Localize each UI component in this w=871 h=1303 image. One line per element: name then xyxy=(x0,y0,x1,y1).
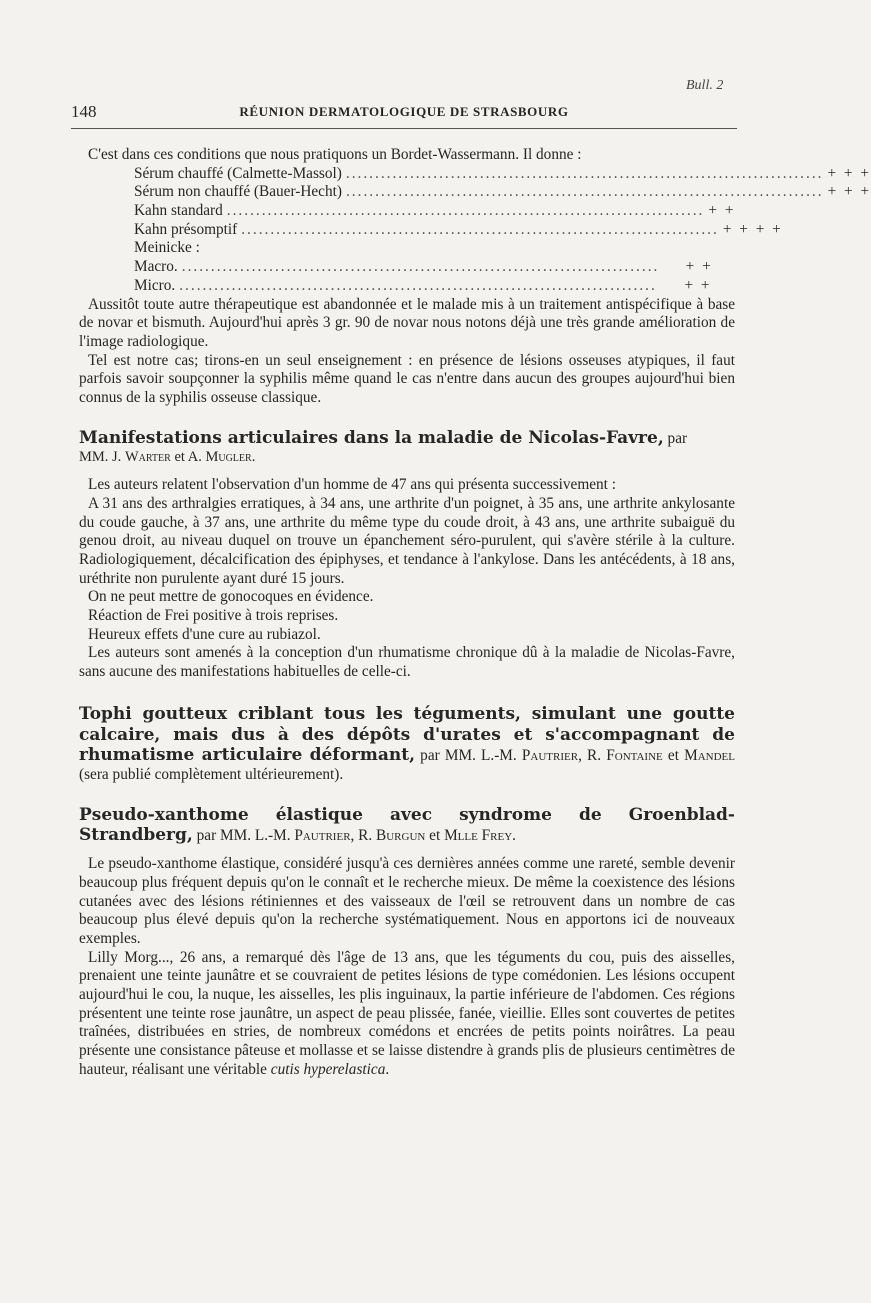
author-name: Mandel xyxy=(684,747,735,765)
running-head: RÉUNION DERMATOLOGIQUE DE STRASBOURG xyxy=(239,104,569,119)
article3-paragraph-text: Lilly Morg..., 26 ans, a remarqué dès l'âge de 13 ans, que les téguments du cou, puis des aisselles, prenaient une teinte jaunâtre et se couvraient de petites lésions de type comédonien. Les lésions occupent aujourd'hui le cou, la nuque, les aisselles, les plis inguinaux, la partie inférieure de l'abdomen. Ces régions présentent une teinte rose jaunâtre, un aspect de peau plissée, fanée, vieillie. Elles sont couvertes de petites traînées, distribuées en stries, de nombreux comédons et encrées de petits points noirâtres. La peau présente une consistance pâteuse et mollasse et se laisse distendre à grands plis de plusieurs centimètres de hauteur, réalisant une véritable xyxy=(79,948,735,1078)
result-value: + + xyxy=(684,276,712,294)
article1-paragraph: Heureux effets d'une cure au rubiazol. xyxy=(88,625,321,643)
result-row xyxy=(134,258,735,277)
article1-paragraph: Les auteurs sont amenés à la conception d'un rhumatisme chronique dû à la maladie de Nicolas-Favre, sans aucune des manifestations habituelles de celle-ci. xyxy=(79,644,735,681)
authors-prefix: MM. J. xyxy=(79,449,125,466)
dot-leader: .................................................................................. xyxy=(241,220,719,238)
paragraph-aussitot: Aussitôt toute autre thérapeutique est abandonnée et le malade mis à un traitement antispécifique à base de novar et bismuth. Aujourd'hui après 3 gr. 90 de novar nous notons déjà une très grande amélioration de l'image radiologique. xyxy=(79,295,735,350)
authors-separator: , R. xyxy=(350,827,377,845)
authors-separator: et xyxy=(425,827,445,845)
authors-prefix: par MM. L.-M. xyxy=(192,827,295,845)
italic-term: cutis hyperelastica xyxy=(270,1060,386,1078)
result-label: Micro. xyxy=(134,276,176,294)
dot-leader: .................................................................................. xyxy=(345,164,824,182)
bulletin-mark: Bull. 2 xyxy=(686,78,724,93)
result-row xyxy=(134,202,735,221)
author-name: Pautrier xyxy=(521,747,579,765)
dot-leader: .................................................................................. xyxy=(179,276,657,294)
intro-paragraph: C'est dans ces conditions que nous pratiquons un Bordet-Wassermann. Il donne : xyxy=(88,146,582,163)
result-label: Macro. xyxy=(134,258,178,276)
authors-end: . xyxy=(512,827,516,845)
page-number: 148 xyxy=(71,102,97,121)
result-row xyxy=(134,183,871,202)
paragraph-tel: Tel est notre cas; tirons-en un seul enseignement : en présence de lésions osseuses atypiques, il faut parfois savoir soupçonner la syphilis même quand le cas n'entre dans aucun des groupes aujourd'hui bien connus de la syphilis osseuse classique. xyxy=(79,351,735,407)
result-label: Kahn présomptif xyxy=(134,220,238,238)
article3-paragraph: Le pseudo-xanthome élastique, considéré jusqu'à ces dernières années comme une rareté, semble devenir beaucoup plus fréquent depuis qu'on le connaît et le recherche mieux. De même la coexistence des lésions cutanées avec des lésions rétiniennes et des vaisseaux de l'œil se retrouvent dans un nombre de cas beaucoup plus élevé depuis qu'on la recherche systématiquement. Nous en apportons ici de nouveaux exemples. xyxy=(79,855,735,947)
author-name: Mlle Frey xyxy=(444,827,513,845)
article-title: Tophi goutteux criblant tous les téguments, simulant une goutte calcaire, mais dus à des dépôts d'urates et s'accompagnant de rhumatisme articulaire déformant, xyxy=(79,703,735,766)
article1-paragraph: On ne peut mettre de gonocoques en évidence. xyxy=(88,588,374,606)
dot-leader: .................................................................................. xyxy=(226,202,705,220)
page-header xyxy=(71,102,737,124)
result-value: + + + xyxy=(827,164,871,182)
authors-separator: et xyxy=(662,747,685,765)
author-name: Fontaine xyxy=(606,747,663,765)
article-title: Pseudo-xanthome élastique avec syndrome de Groenblad-Strandberg, xyxy=(79,804,735,846)
result-value: + + + xyxy=(827,183,871,201)
result-label: Sérum non chauffé (Bauer-Hecht) xyxy=(134,183,342,201)
result-row xyxy=(134,220,783,240)
author-name: Pautrier xyxy=(294,827,351,845)
article-heading-nicolas-favre xyxy=(79,428,735,467)
result-label: Kahn standard xyxy=(134,202,223,220)
article-heading-pseudo-xanthome xyxy=(79,805,735,846)
authors-end: . xyxy=(251,449,256,466)
serology-results xyxy=(134,164,871,296)
article-heading-tophi xyxy=(79,704,735,785)
result-value: + + xyxy=(708,202,736,220)
authors-separator: et A. xyxy=(170,449,206,466)
result-value: + + xyxy=(685,258,713,276)
result-label: Meinicke : xyxy=(134,239,200,257)
authors-end: (sera publié complètement ultérieurement). xyxy=(79,765,344,783)
article1-paragraph: Les auteurs relatent l'observation d'un homme de 47 ans qui présenta successivement : xyxy=(88,476,617,494)
result-row xyxy=(134,239,735,258)
author-name: Warter xyxy=(124,449,171,466)
authors-separator: , R. xyxy=(578,747,607,765)
author-name: Mugler xyxy=(205,449,252,466)
result-label: Sérum chauffé (Calmette-Massol) xyxy=(134,164,342,182)
authors-prefix: par MM. L.-M. xyxy=(415,747,522,765)
result-value: + + + + xyxy=(722,220,783,238)
article1-paragraph: A 31 ans des arthralgies erratiques, à 34 ans, une arthrite d'un poignet, à 35 ans, une arthrite ankylosante du coude gauche, à 37 ans, une arthrite du même type du coude droit, à 43 ans, une arthrite subaiguë du genou droit, au niveau duquel on trouve un épanchement séro-purulent, qui s'avère stérile à la culture. Radiologiquement, décalcification des épiphyses, et tendance à l'ankylose. Dans les antécédents, à 18 ans, uréthrite non purulente ayant duré 15 jours. xyxy=(79,494,735,587)
article-title: Manifestations articulaires dans la maladie de Nicolas-Favre, xyxy=(79,427,664,448)
page-body xyxy=(79,146,871,1080)
article3-paragraph xyxy=(79,949,735,1080)
result-row xyxy=(134,164,871,184)
title-tail: par xyxy=(663,429,688,447)
article3-paragraph-end: . xyxy=(385,1060,390,1078)
result-row xyxy=(134,277,735,296)
author-name: Burgun xyxy=(376,827,426,845)
dot-leader: .................................................................................. xyxy=(181,258,660,276)
dot-leader: .................................................................................. xyxy=(345,183,824,201)
article1-paragraph: Réaction de Frei positive à trois reprises. xyxy=(88,607,339,625)
header-rule xyxy=(71,128,737,129)
